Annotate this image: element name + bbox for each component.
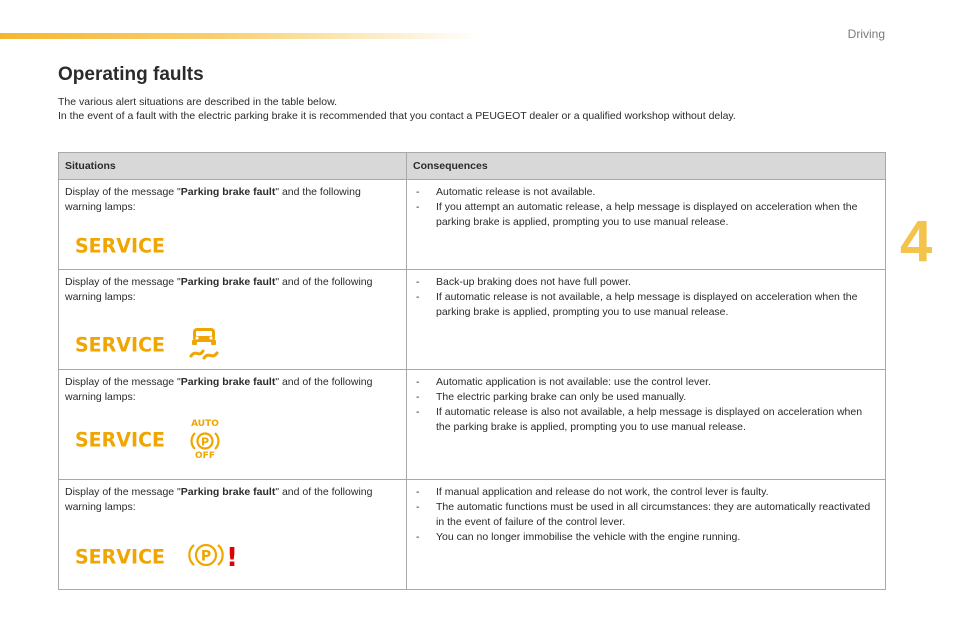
situation-cell xyxy=(59,180,407,270)
table-row xyxy=(59,480,886,590)
situation-text: Display of the message "Parking brake fault" and the following warning lamps: xyxy=(65,186,361,213)
consequence-item: - If automatic release is also not available, a help message is displayed on acceleration when the parking brake is applied, prompting you to use manual release. xyxy=(413,405,879,435)
message-name: Parking brake fault xyxy=(180,376,276,388)
column-header-consequences: Consequences xyxy=(407,153,886,180)
service-lamp: SERVICE xyxy=(75,544,165,569)
intro-text xyxy=(58,95,898,123)
page-title: Operating faults xyxy=(58,64,204,85)
consequences-cell xyxy=(407,480,886,590)
consequence-item: - The automatic functions must be used in all circumstances: they are automatically reactivated in the event of failure of the control lever. xyxy=(413,500,879,530)
warning-lamps xyxy=(75,417,400,462)
table-row xyxy=(59,370,886,480)
message-name: Parking brake fault xyxy=(180,186,276,198)
situation-text: Display of the message "Parking brake fault" and of the following warning lamps: xyxy=(65,376,373,403)
parking-brake-fault-icon xyxy=(187,539,239,574)
consequence-item: - If automatic release is not available, a help message is displayed on acceleration when the parking brake is applied, prompting you to use manual release. xyxy=(413,290,879,320)
column-header-situations: Situations xyxy=(59,153,407,180)
consequence-item: - Back-up braking does not have full power. xyxy=(413,275,879,290)
consequence-item: - You can no longer immobilise the vehicle with the engine running. xyxy=(413,530,879,545)
situation-text: Display of the message "Parking brake fault" and of the following warning lamps: xyxy=(65,276,373,303)
consequence-item: - Automatic release is not available. xyxy=(413,185,879,200)
section-label: Driving xyxy=(847,27,885,41)
svg-text:AUTO: AUTO xyxy=(191,419,219,429)
warning-lamps xyxy=(75,539,400,574)
consequences-cell xyxy=(407,270,886,370)
svg-text:P: P xyxy=(200,435,210,449)
consequence-item: - If you attempt an automatic release, a help message is displayed on acceleration when the parking brake is applied, prompting you to use manual release. xyxy=(413,200,879,230)
consequences-cell xyxy=(407,180,886,270)
table-row xyxy=(59,180,886,270)
consequence-item: - If manual application and release do not work, the control lever is faulty. xyxy=(413,485,879,500)
consequences-cell xyxy=(407,370,886,480)
situation-text: Display of the message "Parking brake fault" and of the following warning lamps: xyxy=(65,486,373,513)
warning-lamps xyxy=(75,325,400,364)
table-row xyxy=(59,270,886,370)
svg-text:P: P xyxy=(200,548,212,565)
message-name: Parking brake fault xyxy=(180,486,276,498)
intro-line: In the event of a fault with the electric parking brake it is recommended that you contact a PEUGEOT dealer or a qualified workshop without delay. xyxy=(58,110,736,122)
situation-cell xyxy=(59,270,407,370)
message-name: Parking brake fault xyxy=(180,276,276,288)
svg-text:!: ! xyxy=(226,543,238,571)
faults-table xyxy=(58,152,886,590)
stability-control-icon xyxy=(187,325,221,364)
situation-cell xyxy=(59,370,407,480)
chapter-number: 4 xyxy=(900,209,933,274)
consequence-item: - Automatic application is not available: use the control lever. xyxy=(413,375,879,390)
service-lamp: SERVICE xyxy=(75,427,165,452)
service-lamp: SERVICE xyxy=(75,332,165,357)
table-header-row xyxy=(59,153,886,180)
intro-line: The various alert situations are described in the table below. xyxy=(58,96,337,108)
situation-cell xyxy=(59,480,407,590)
parking-brake-auto-off-icon xyxy=(187,417,223,462)
warning-lamps xyxy=(75,235,400,257)
header-accent-bar xyxy=(0,33,480,39)
service-lamp: SERVICE xyxy=(75,234,165,258)
consequence-item: - The electric parking brake can only be used manually. xyxy=(413,390,879,405)
svg-text:OFF: OFF xyxy=(195,451,215,459)
